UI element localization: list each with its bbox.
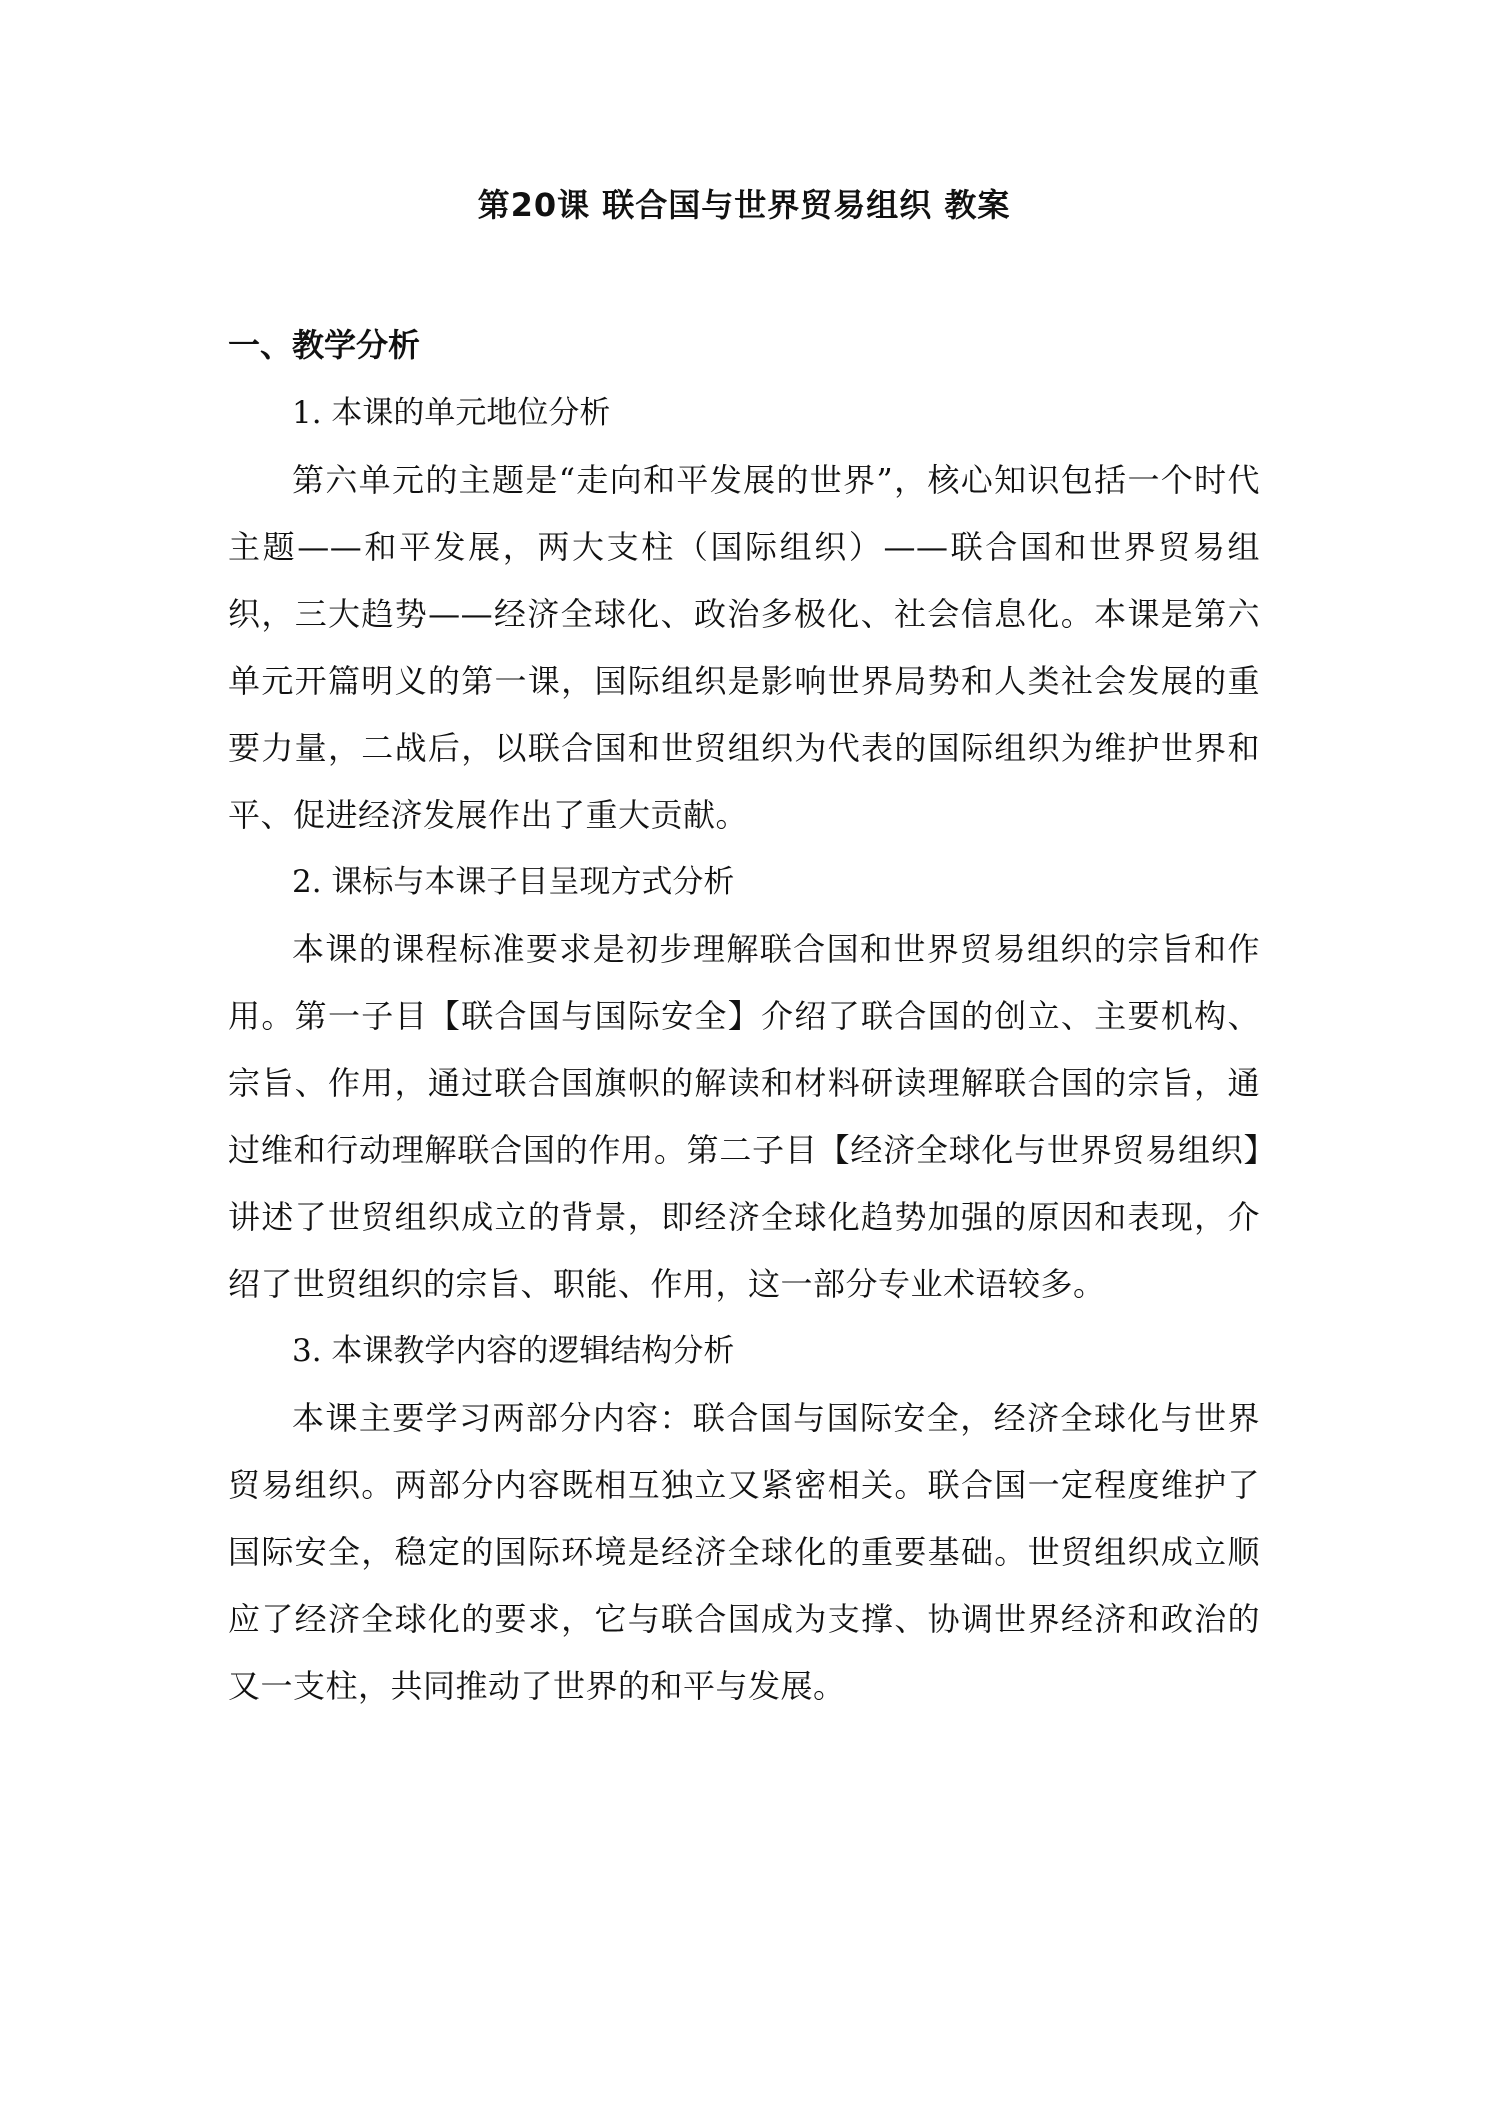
paragraph-curriculum-standard: 本课的课程标准要求是初步理解联合国和世界贸易组织的宗旨和作用。第一子目【联合国与国际安全】介绍了联合国的创立、主要机构、宗旨、作用，通过联合国旗帜的解读和材料研读理解联合国的宗旨，通过维和行动理解联合国的作用。第二子目【经济全球化与世界贸易组织】讲述了世贸组织成立的背景，即经济全球化趋势加强的原因和表现，介绍了世贸组织的宗旨、职能、作用，这一部分专业术语较多。 xyxy=(228,930,1260,1303)
sub-heading-logical-structure: 3. 本课教学内容的逻辑结构分析 xyxy=(292,1333,735,1369)
document-body xyxy=(228,316,1260,1720)
paragraph-logical-structure: 本课主要学习两部分内容：联合国与国际安全，经济全球化与世界贸易组织。两部分内容既相互独立又紧密相关。联合国一定程度维护了国际安全，稳定的国际环境是经济全球化的重要基础。世贸组织成立顺应了经济全球化的要求，它与联合国成为支撑、协调世界经济和政治的又一支柱，共同推动了世界的和平与发展。 xyxy=(228,1399,1260,1705)
sub-heading-unit-position: 1. 本课的单元地位分析 xyxy=(292,395,611,431)
section-heading-teaching-analysis: 一、教学分析 xyxy=(228,326,421,364)
document-title: 第20课 联合国与世界贸易组织 教案 xyxy=(477,186,1011,224)
paragraph-unit-position: 第六单元的主题是“走向和平发展的世界”，核心知识包括一个时代主题——和平发展，两大支柱（国际组织）——联合国和世界贸易组织，三大趋势——经济全球化、政治多极化、社会信息化。本课是第六单元开篇明义的第一课，国际组织是影响世界局势和人类社会发展的重要力量，二战后，以联合国和世贸组织为代表的国际组织为维护世界和平、促进经济发展作出了重大贡献。 xyxy=(228,461,1260,834)
sub-heading-curriculum-standard: 2. 课标与本课子目呈现方式分析 xyxy=(292,864,735,900)
